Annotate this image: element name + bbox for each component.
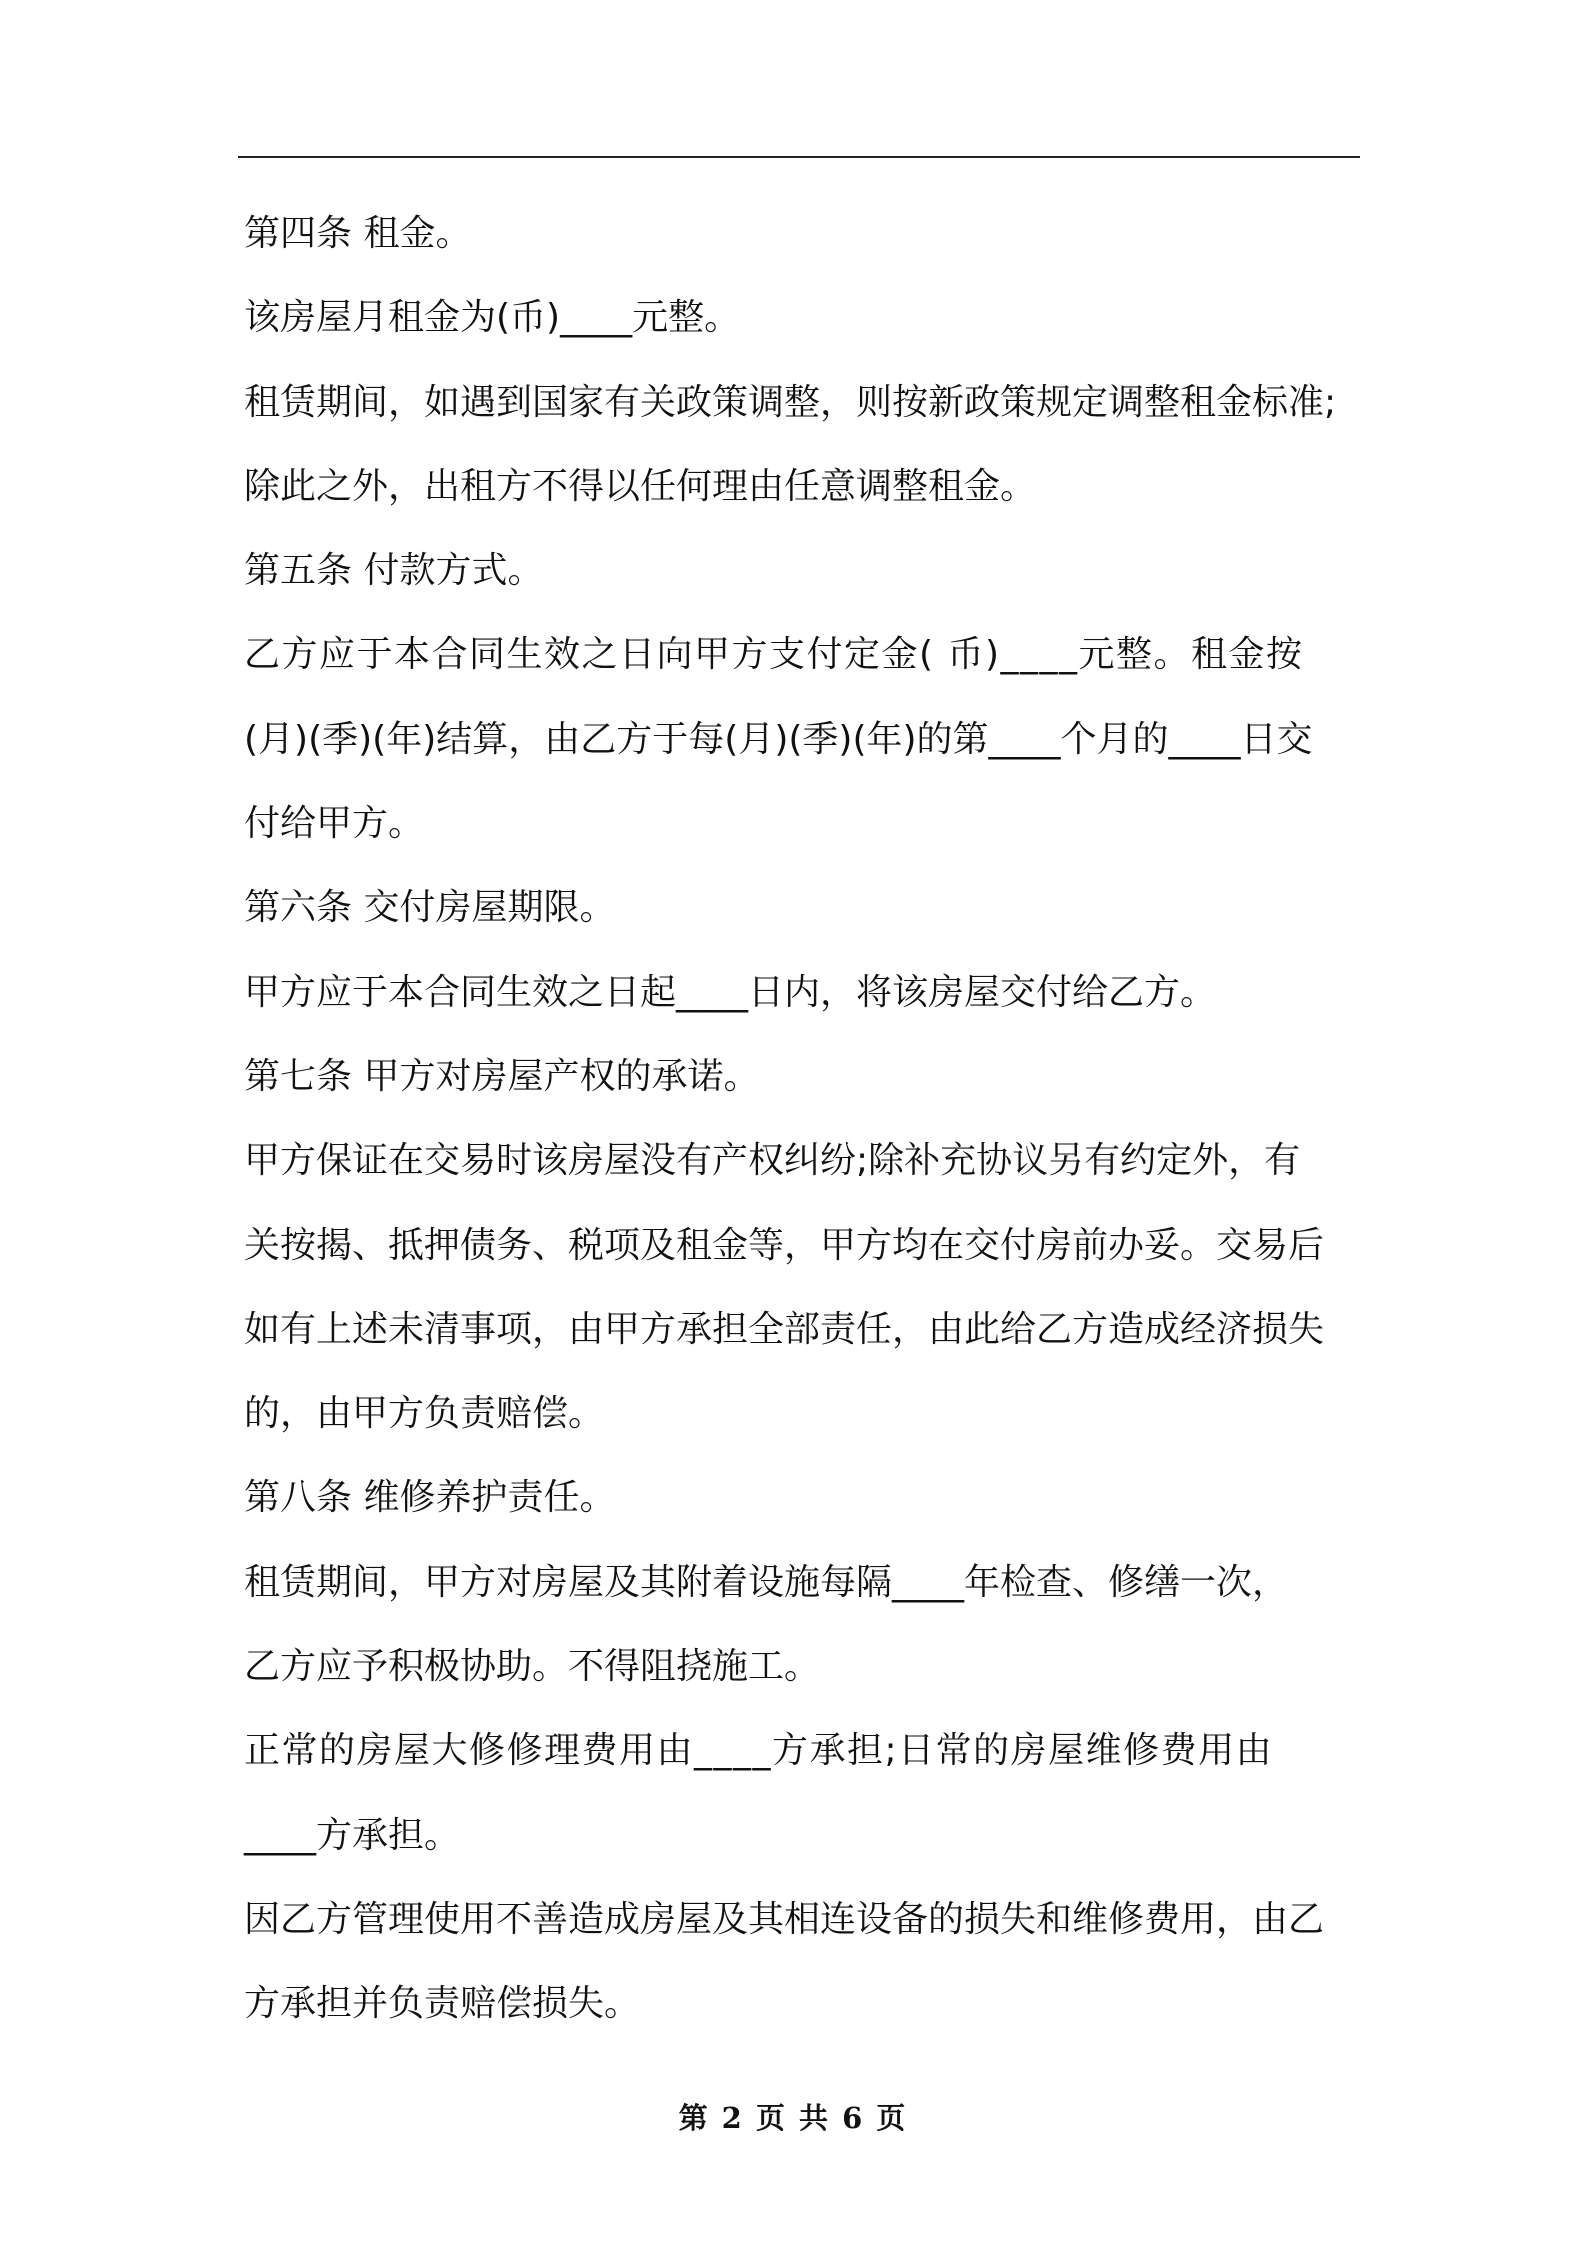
paragraph-line: 除此之外，出租方不得以任何理由任意调整租金。 — [244, 465, 1037, 507]
paragraph-line: 方承担并负责赔偿损失。 — [244, 1983, 641, 2025]
article-heading: 第四条 租金。 — [244, 213, 472, 254]
paragraph-line: ____方承担。 — [244, 1814, 461, 1856]
paragraph-line: 因乙方管理使用不善造成房屋及其相连设备的损失和维修费用，由乙 — [244, 1898, 1325, 1940]
paragraph-line: 乙方应予积极协助。不得阻挠施工。 — [244, 1646, 821, 1688]
page-number-footer: 第 2 页 共 6 页 — [678, 2101, 908, 2135]
paragraph-line: 乙方应于本合同生效之日向甲方支付定金( 币)____元整。租金按 — [244, 634, 1304, 676]
header-rule — [238, 156, 1360, 158]
paragraph-line: 该房屋月租金为(币)____元整。 — [244, 297, 741, 339]
article-heading: 第六条 交付房屋期限。 — [244, 887, 616, 929]
paragraph-line: 付给甲方。 — [244, 803, 425, 845]
paragraph-line: 关按揭、抵押债务、税项及租金等，甲方均在交付房前办妥。交易后 — [244, 1224, 1325, 1266]
article-heading: 第五条 付款方式。 — [244, 550, 544, 592]
paragraph-line: 如有上述未清事项，由甲方承担全部责任，由此给乙方造成经济损失 — [244, 1308, 1325, 1350]
paragraph-line: 的，由甲方负责赔偿。 — [244, 1393, 605, 1435]
article-heading: 第八条 维修养护责任。 — [244, 1477, 616, 1519]
document-body — [244, 192, 1360, 2047]
paragraph-line: (月)(季)(年)结算，由乙方于每(月)(季)(年)的第____个月的____日交 — [244, 718, 1313, 760]
paragraph-line: 租赁期间，甲方对房屋及其附着设施每隔____年检查、修缮一次， — [244, 1561, 1289, 1603]
paragraph-line: 正常的房屋大修修理费用由____方承担;日常的房屋维修费用由 — [244, 1730, 1274, 1772]
paragraph-line: 租赁期间，如遇到国家有关政策调整，则按新政策规定调整租金标准; — [244, 381, 1337, 423]
paragraph-line: 甲方应于本合同生效之日起____日内，将该房屋交付给乙方。 — [244, 971, 1217, 1013]
paragraph-line: 甲方保证在交易时该房屋没有产权纠纷;除补充协议另有约定外，有 — [244, 1140, 1301, 1182]
article-heading: 第七条 甲方对房屋产权的承诺。 — [244, 1055, 760, 1097]
